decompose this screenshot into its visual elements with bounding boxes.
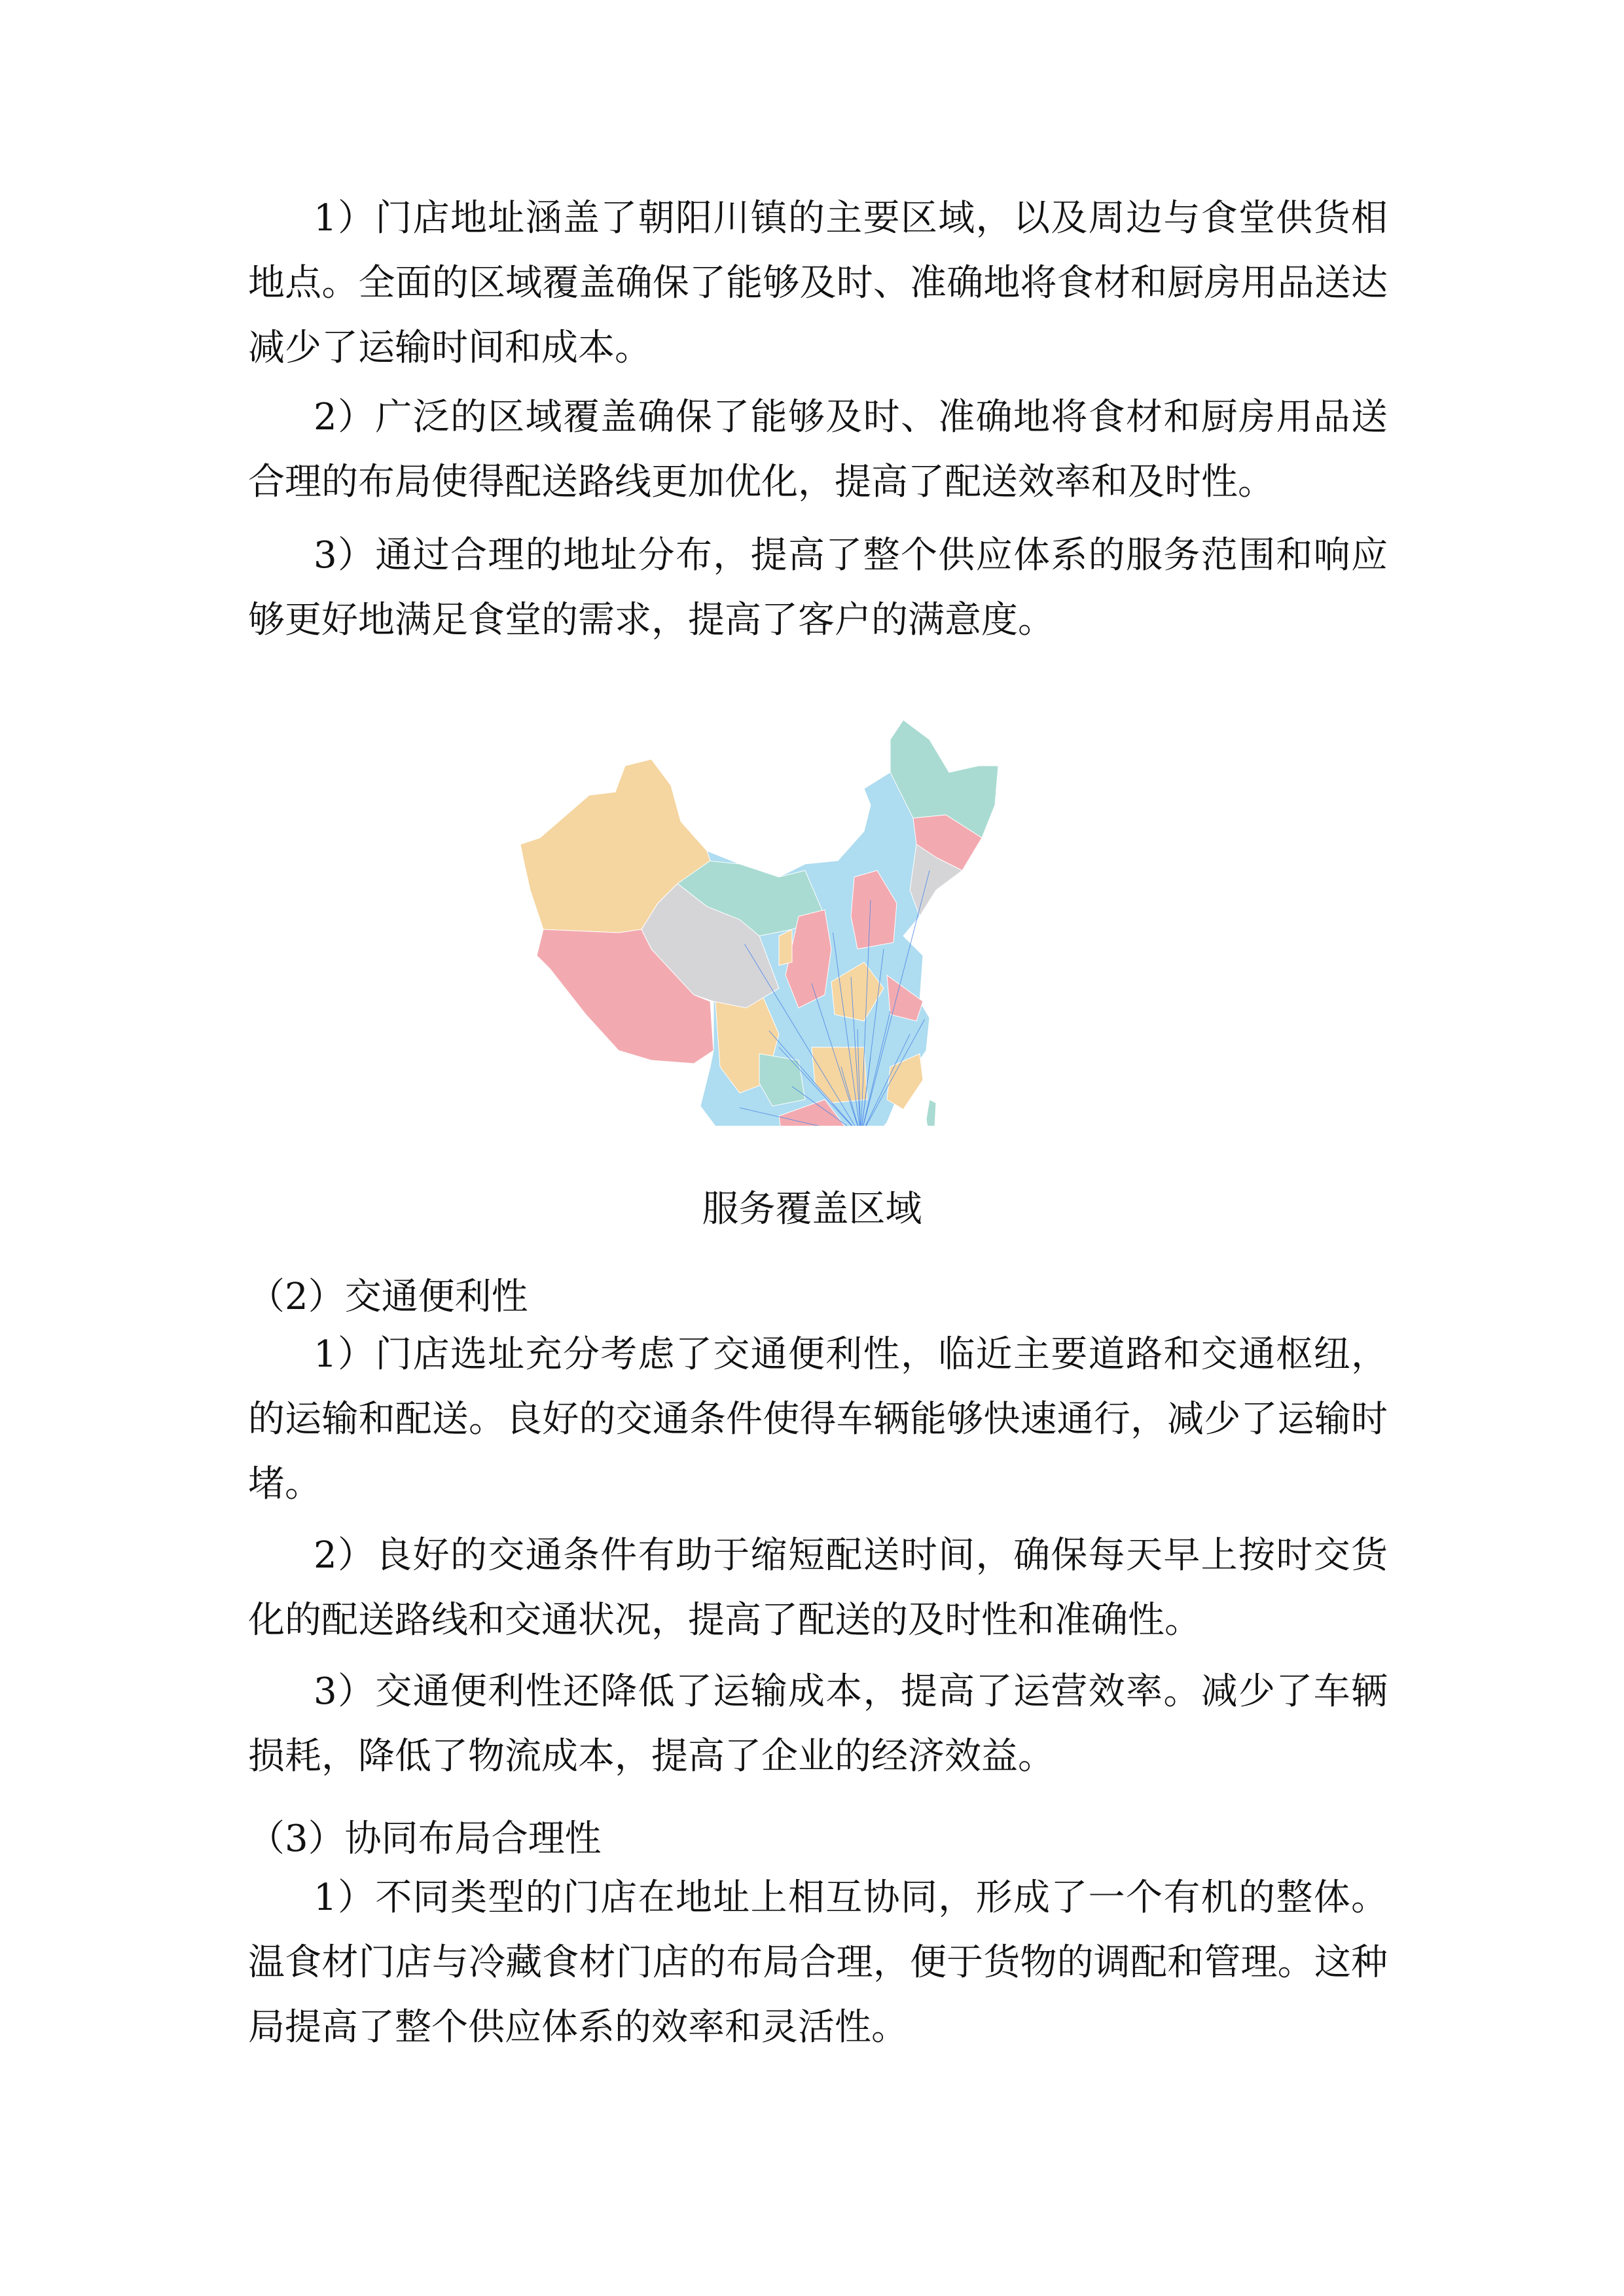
section-heading-2: （2）交通便利性 [248,1276,528,1318]
text-line: 够更好地满足食堂的需求，提高了客户的满意度。 [248,599,1055,641]
service-coverage-map [511,707,1021,1126]
text-line: 的运输和配送。良好的交通条件使得车辆能够快速通行，减少了运输时 [248,1398,1388,1441]
text-line: 减少了运输时间和成本。 [248,327,651,369]
text-line: 地点。全面的区域覆盖确保了能够及时、准确地将食材和厨房用品送达 [248,262,1388,304]
paragraph-1-1 [248,186,1388,380]
map-region [779,929,792,965]
text-line: 损耗，降低了物流成本，提高了企业的经济效益。 [248,1735,1055,1778]
text-line: 1）门店地址涵盖了朝阳川镇的主要区域，以及周边与食堂供货相 [314,197,1388,240]
paragraph-1-2 [248,385,1388,514]
text-line: 温食材门店与冷藏食材门店的布局合理，便于货物的调配和管理。这种 [248,1941,1388,1984]
text-line: 1）不同类型的门店在地址上相互协同，形成了一个有机的整体。 [314,1876,1388,1919]
text-line: 3）通过合理的地址分布，提高了整个供应体系的服务范围和响应 [314,534,1388,577]
paragraph-2-2 [248,1523,1388,1653]
text-line: 局提高了整个供应体系的效率和灵活性。 [248,2006,908,2049]
text-line: 2）良好的交通条件有助于缩短配送时间，确保每天早上按时交货 [314,1534,1388,1577]
text-line: 合理的布局使得配送路线更加优化，提高了配送效率和及时性。 [248,461,1274,503]
section-heading-3: （3）协同布局合理性 [248,1818,602,1860]
paragraph-2-3 [248,1659,1388,1789]
paragraph-2-1 [248,1322,1388,1516]
text-line: 化的配送路线和交通状况，提高了配送的及时性和准确性。 [248,1599,1201,1641]
text-line: 3）交通便利性还降低了运输成本，提高了运营效率。减少了车辆 [314,1670,1388,1713]
paragraph-1-3 [248,523,1388,653]
text-line: 2）广泛的区域覆盖确保了能够及时、准确地将食材和厨房用品送 [314,396,1388,439]
figure-caption: 服务覆盖区域 [702,1188,922,1230]
text-line: 1）门店选址充分考虑了交通便利性，临近主要道路和交通枢纽， [314,1333,1388,1376]
paragraph-3-1 [248,1865,1388,2060]
map-region [926,1100,936,1126]
text-line: 堵。 [248,1463,321,1505]
